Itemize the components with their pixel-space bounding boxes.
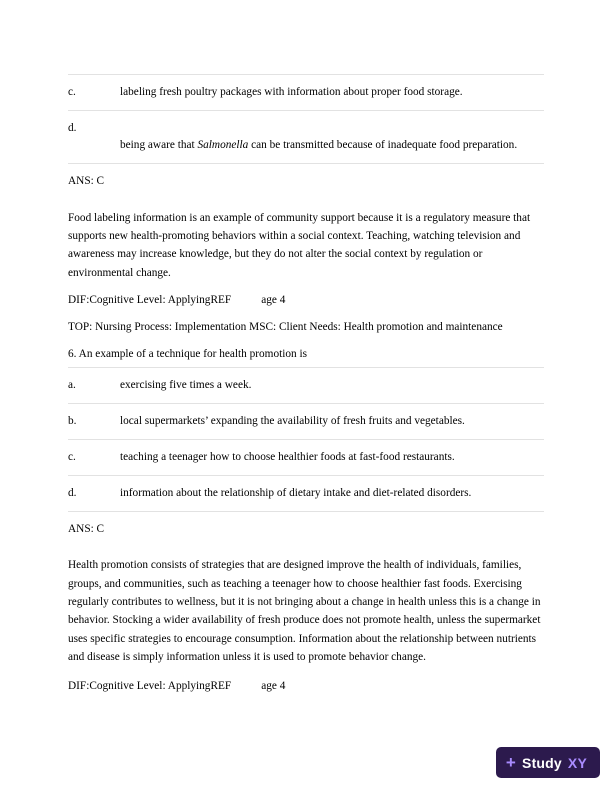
- answer-option: [68, 485, 544, 502]
- studyxy-watermark[interactable]: [496, 747, 600, 778]
- question-stem-text: 6. An example of a technique for health promotion is: [68, 347, 308, 360]
- answer-key-text: ANS: C: [68, 174, 105, 187]
- answer-key-row: [68, 511, 544, 547]
- option-letter: c.: [68, 86, 76, 98]
- option-text: exercising five times a week.: [120, 378, 252, 391]
- option-text: local supermarkets’ expanding the availability of fresh fruits and vegetables.: [120, 414, 465, 427]
- option-text: information about the relationship of dietary intake and diet-related disorders.: [120, 486, 472, 499]
- answer-option: [68, 120, 544, 154]
- option-text-post: can be transmitted because of inadequate food preparation.: [248, 138, 518, 151]
- option-text: labeling fresh poultry packages with information about proper food storage.: [120, 86, 463, 98]
- option-text: [68, 137, 544, 154]
- answer-option-row: [68, 475, 544, 511]
- document-content: [68, 0, 544, 701]
- option-letter: c.: [68, 450, 76, 463]
- watermark-study-text: Study: [522, 754, 562, 771]
- answer-key-row: [68, 163, 544, 199]
- topic-line: [68, 313, 544, 340]
- answer-option-row: [68, 110, 544, 163]
- reference-page: age 4: [261, 293, 286, 306]
- option-text-italic: Salmonella: [197, 138, 249, 151]
- question-stem: [68, 340, 544, 367]
- option-letter: a.: [68, 378, 76, 391]
- watermark-xy-text: XY: [567, 754, 587, 771]
- answer-option-row: [68, 367, 544, 403]
- difficulty-line: [68, 286, 544, 313]
- answer-option-row: [68, 439, 544, 475]
- answer-option-row: [68, 403, 544, 439]
- plus-icon: +: [505, 753, 517, 772]
- option-letter: b.: [68, 414, 77, 427]
- difficulty-text: DIF:Cognitive Level: ApplyingREF: [68, 680, 232, 693]
- answer-option: [68, 84, 544, 101]
- option-text: teaching a teenager how to choose healthier foods at fast-food restaurants.: [120, 450, 455, 463]
- topic-text: TOP: Nursing Process: Implementation MSC: Client Needs: Health promotion and maintenance: [68, 320, 503, 333]
- reference-page: age 4: [261, 680, 286, 693]
- answer-option: [68, 413, 544, 430]
- answer-option-row: [68, 74, 544, 110]
- rationale-paragraph: Health promotion consists of strategies that are designed improve the health of individuals, families, groups, and communities, such as teaching a teenager how to choose healthier fast foods. Exercising regularly contributes to wellness, but it is not bringing about a change in health unless this is a change in behavior. Stocking a wider availability of fresh produce does not promote health, unless the supermarket uses specific strategies to encourage consumption. Information about the relationship between nutrients and disease is simply information unless it is used to promote behavior change.: [68, 559, 541, 663]
- difficulty-line: [68, 670, 544, 701]
- answer-key-text: ANS: C: [68, 522, 105, 535]
- option-text-pre: being aware that: [120, 138, 198, 151]
- option-letter: d.: [68, 486, 77, 499]
- answer-option: [68, 449, 544, 466]
- option-letter: d.: [68, 121, 77, 134]
- rationale-paragraph: Food labeling information is an example of community support because it is a regulatory measure that supports new health-promoting behaviors within a social context. Teaching, watching television and awareness may increase knowledge, but they do not alter the social context by regulation or environmental change.: [68, 211, 531, 279]
- difficulty-text: DIF:Cognitive Level: ApplyingREF: [68, 293, 232, 306]
- answer-option: [68, 377, 544, 394]
